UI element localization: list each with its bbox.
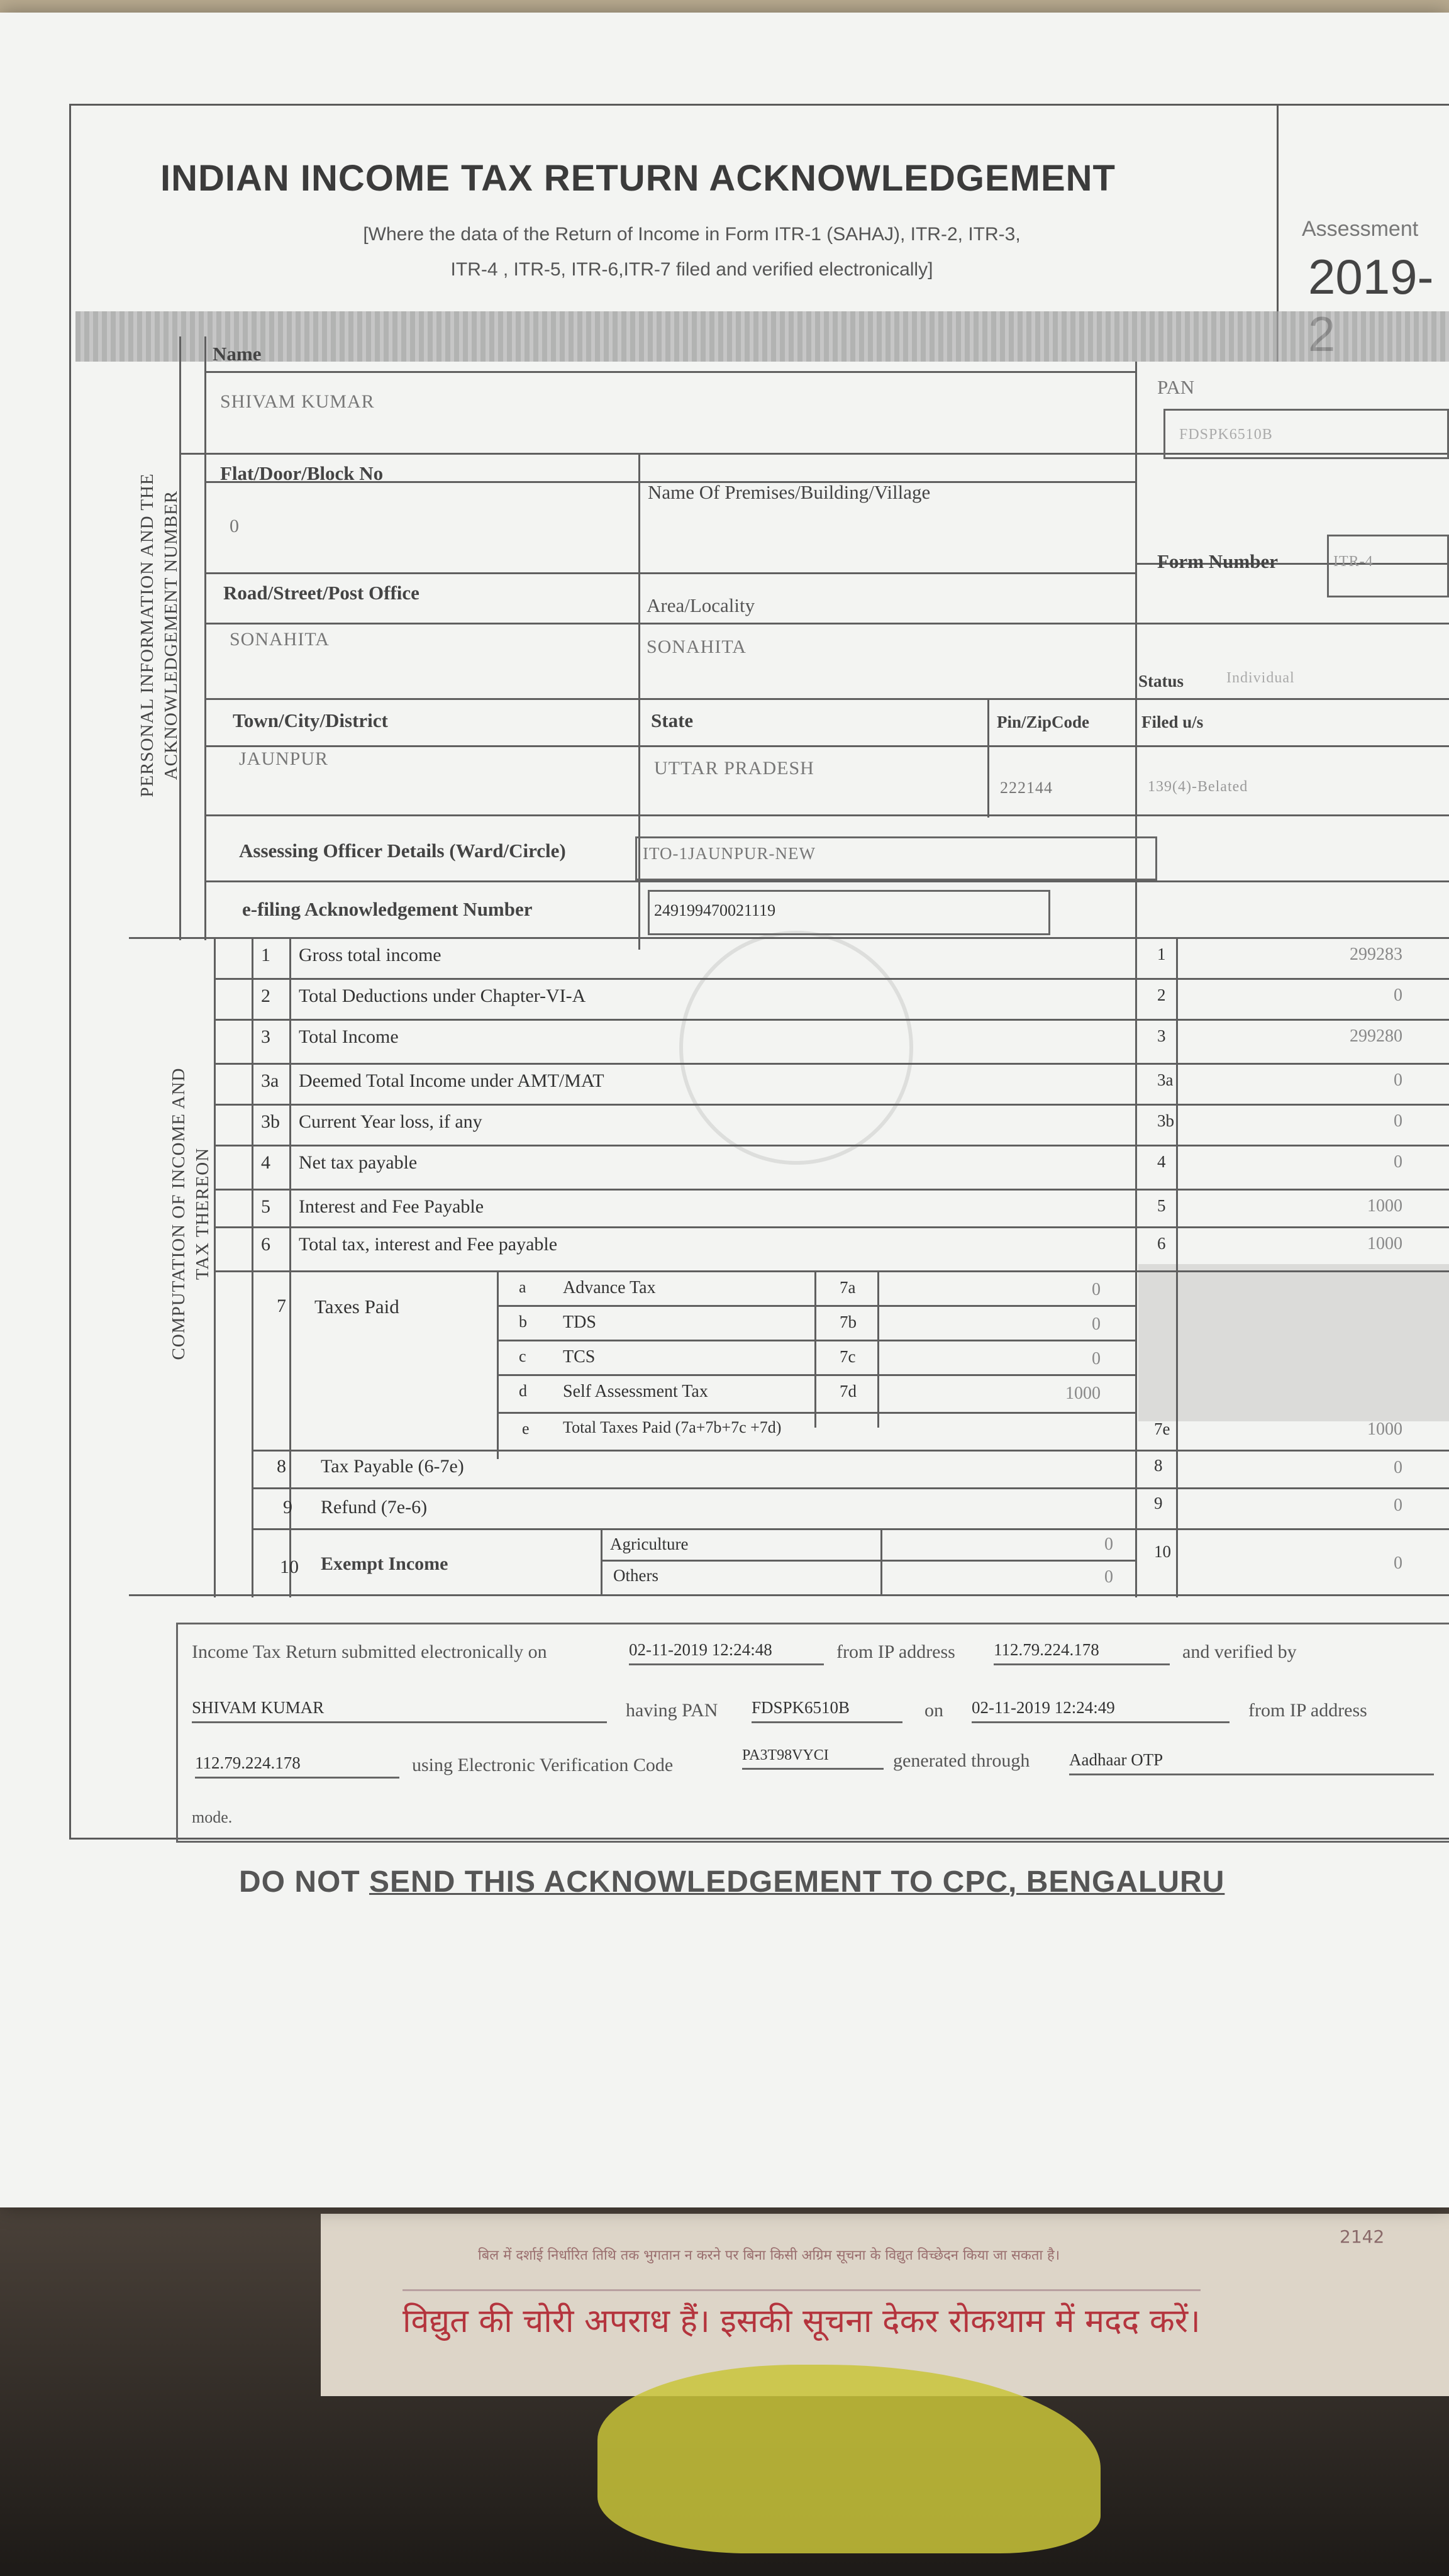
- personal-section-label: PERSONAL INFORMATION AND THE ACKNOWLEDGEMENT NUMBER: [137, 473, 181, 797]
- status-label: Status: [1138, 672, 1184, 691]
- state-value: UTTAR PRADESH: [654, 758, 814, 779]
- agriculture-label: Agriculture: [610, 1535, 689, 1553]
- verification-text-6: from IP address: [1248, 1700, 1367, 1721]
- taxes-paid-number: 7: [277, 1296, 286, 1316]
- bill-notice-large: विद्युत की चोरी अपराध हैं। इसकी सूचना देकर रोकथाम में मदद करें।: [402, 2289, 1201, 2342]
- row-10-number: 10: [280, 1557, 299, 1577]
- pin-label: Pin/ZipCode: [997, 713, 1090, 731]
- computation-row-label: Total Deductions under Chapter-VI-A: [299, 985, 586, 1006]
- row-line: [214, 1019, 1449, 1021]
- computation-row-number: 6: [261, 1234, 270, 1255]
- row-line: [214, 1189, 1449, 1191]
- computation-row-number: 2: [261, 985, 270, 1006]
- row-8-number: 8: [277, 1456, 286, 1477]
- computation-row-ref: 3: [1157, 1026, 1166, 1045]
- agriculture-amount: 0: [1104, 1535, 1113, 1554]
- row-line: [204, 880, 1449, 882]
- total-taxes-amount: 1000: [1367, 1419, 1402, 1439]
- computation-row-label: Net tax payable: [299, 1152, 418, 1173]
- row-10-amount: 0: [1394, 1553, 1402, 1573]
- road-value: SONAHITA: [230, 629, 330, 650]
- row-line: [214, 1063, 1449, 1065]
- row-line: [601, 1560, 1135, 1562]
- verified-ip: 112.79.224.178: [195, 1753, 399, 1779]
- area-value: SONAHITA: [647, 636, 747, 657]
- computation-row-number: 3b: [261, 1111, 280, 1132]
- row-line: [214, 1226, 1449, 1228]
- column-line: [877, 1270, 879, 1428]
- computation-row-label: Gross total income: [299, 945, 441, 965]
- assessment-year-label: Assessment: [1302, 217, 1419, 241]
- computation-row-number: 1: [261, 945, 270, 965]
- computation-row-label: Total Income: [299, 1026, 399, 1047]
- ack-number-value: 249199470021119: [654, 901, 776, 919]
- taxes-paid-item-ref: 7d: [840, 1382, 857, 1401]
- row-line: [214, 937, 1449, 939]
- taxes-paid-label: Taxes Paid: [314, 1296, 399, 1318]
- taxes-paid-item-amount: 0: [1092, 1280, 1101, 1299]
- row-9-number: 9: [283, 1497, 292, 1518]
- computation-row-number: 3: [261, 1026, 270, 1047]
- town-value: JAUNPUR: [239, 748, 329, 769]
- computation-row-amount: 299283: [1350, 945, 1402, 964]
- computation-row-label: Total tax, interest and Fee payable: [299, 1234, 558, 1255]
- form-subtitle: [220, 217, 1163, 287]
- flat-value: 0: [230, 516, 240, 536]
- computation-section-label: COMPUTATION OF INCOME AND TAX THEREON: [169, 1067, 213, 1360]
- computation-row-amount: 0: [1394, 1111, 1402, 1131]
- row-line: [204, 814, 1449, 816]
- computation-row-ref: 3a: [1157, 1070, 1174, 1089]
- computation-row-amount: 0: [1394, 1070, 1402, 1090]
- column-line: [1135, 937, 1137, 1597]
- row-line: [252, 1450, 1449, 1452]
- row-9-amount: 0: [1394, 1496, 1402, 1515]
- total-taxes-ref: 7e: [1154, 1419, 1170, 1438]
- flat-label: Flat/Door/Block No: [220, 462, 384, 484]
- row-line: [204, 698, 1449, 700]
- form-number-value: ITR-4: [1333, 553, 1374, 570]
- row-line: [497, 1412, 1135, 1414]
- computation-row-number: 4: [261, 1152, 270, 1173]
- taxes-paid-item-label: TDS: [563, 1313, 596, 1332]
- name-value: SHIVAM KUMAR: [220, 391, 375, 412]
- evc-code: PA3T98VYCI: [742, 1747, 884, 1770]
- total-taxes-label: Total Taxes Paid (7a+7b+7c +7d): [563, 1418, 782, 1436]
- computation-row-ref: 1: [1157, 945, 1166, 963]
- taxes-paid-item-sub: b: [519, 1313, 527, 1331]
- computation-row-label: Deemed Total Income under AMT/MAT: [299, 1070, 604, 1091]
- ack-number-label: e-filing Acknowledgement Number: [242, 898, 533, 920]
- column-line: [497, 1270, 499, 1459]
- row-line: [204, 745, 1449, 747]
- column-line: [252, 937, 253, 1597]
- row-8-amount: 0: [1394, 1458, 1402, 1477]
- computation-row-amount: 0: [1394, 1152, 1402, 1172]
- verification-text-5: on: [924, 1700, 943, 1721]
- computation-row-number: 5: [261, 1196, 270, 1217]
- bill-number: 2142: [1340, 2226, 1385, 2247]
- taxes-paid-item-ref: 7a: [840, 1278, 856, 1297]
- verification-text-3: and verified by: [1182, 1641, 1297, 1662]
- taxes-paid-item-amount: 0: [1092, 1349, 1101, 1368]
- computation-row-ref: 3b: [1157, 1111, 1174, 1130]
- verification-text-1: Income Tax Return submitted electronically on: [192, 1641, 547, 1662]
- taxes-paid-item-amount: 1000: [1065, 1384, 1101, 1403]
- column-line: [814, 1270, 816, 1428]
- column-line: [1135, 362, 1137, 991]
- assessment-year-value: 2019-: [1308, 249, 1434, 304]
- taxes-paid-item-label: Self Assessment Tax: [563, 1382, 708, 1401]
- submitted-timestamp: 02-11-2019 12:24:48: [629, 1640, 824, 1665]
- assessing-officer-value: ITO-1JAUNPUR-NEW: [643, 844, 816, 863]
- state-label: State: [651, 709, 694, 731]
- computation-row-ref: 5: [1157, 1196, 1166, 1215]
- computation-row-amount: 1000: [1367, 1234, 1402, 1253]
- filed-label: Filed u/s: [1141, 713, 1204, 731]
- cpc-notice: DO NOT SEND THIS ACKNOWLEDGEMENT TO CPC, BENGALURU: [239, 1865, 1225, 1899]
- row-10-label: Exempt Income: [321, 1553, 448, 1574]
- computation-row-amount: 299280: [1350, 1026, 1402, 1046]
- verification-text-2: from IP address: [836, 1641, 955, 1662]
- bill-notice-small: बिल में दर्शाई निर्धारित तिथि तक भुगतान न करने पर बिना किसी अग्रिम सूचना के विद्युत विच्छेदन किया जा सकता है।: [478, 2248, 1060, 2263]
- taxes-paid-item-ref: 7c: [840, 1347, 856, 1366]
- verified-timestamp: 02-11-2019 12:24:49: [972, 1698, 1230, 1723]
- taxes-paid-item-ref: 7b: [840, 1313, 857, 1331]
- computation-row-ref: 6: [1157, 1234, 1166, 1253]
- others-amount: 0: [1104, 1567, 1113, 1587]
- filed-value: 139(4)-Belated: [1148, 779, 1248, 795]
- row-line: [252, 1487, 1449, 1489]
- taxes-paid-item-label: TCS: [563, 1347, 596, 1367]
- row-line: [497, 1374, 1135, 1376]
- section-divider: [204, 336, 206, 940]
- computation-row-number: 3a: [261, 1070, 279, 1091]
- row-line: [497, 1340, 1135, 1341]
- header-divider-band: [75, 311, 1449, 362]
- row-line: [129, 1594, 1449, 1596]
- submitted-ip: 112.79.224.178: [994, 1640, 1170, 1665]
- row-line: [214, 978, 1449, 980]
- row-8-ref: 8: [1154, 1456, 1163, 1475]
- taxes-paid-item-sub: c: [519, 1347, 526, 1365]
- taxes-paid-item-sub: a: [519, 1278, 526, 1296]
- computation-row-ref: 2: [1157, 985, 1166, 1004]
- premises-label: Name Of Premises/Building/Village: [648, 481, 931, 503]
- status-value: Individual: [1226, 670, 1295, 686]
- verified-pan: FDSPK6510B: [752, 1698, 902, 1723]
- row-line: [214, 1270, 1449, 1272]
- computation-row-label: Interest and Fee Payable: [299, 1196, 484, 1217]
- others-label: Others: [613, 1566, 658, 1585]
- verification-text-7: using Electronic Verification Code: [412, 1755, 674, 1775]
- computation-row-label: Current Year loss, if any: [299, 1111, 482, 1132]
- verified-by-name: SHIVAM KUMAR: [192, 1698, 607, 1723]
- row-line: [497, 1305, 1135, 1307]
- form-title: INDIAN INCOME TAX RETURN ACKNOWLEDGEMENT: [160, 158, 1116, 199]
- pin-value: 222144: [1000, 779, 1053, 797]
- verification-method: Aadhaar OTP: [1069, 1750, 1434, 1775]
- subtitle-line-1: [Where the data of the Return of Income in Form ITR-1 (SAHAJ), ITR-2, ITR-3,: [363, 224, 1021, 245]
- row-10-ref: 10: [1154, 1542, 1171, 1561]
- subtitle-line-2: ITR-4 , ITR-5, ITR-6,ITR-7 filed and verified electronically]: [450, 259, 933, 280]
- row-line: [204, 371, 1135, 373]
- row-9-label: Refund (7e-6): [321, 1497, 428, 1518]
- watermark-seal-icon: [679, 931, 913, 1165]
- row-line: [252, 1528, 1449, 1530]
- row-line: [214, 1145, 1449, 1146]
- pan-value: FDSPK6510B: [1179, 426, 1273, 443]
- verification-text-8: generated through: [893, 1750, 1030, 1771]
- pan-label: PAN: [1157, 376, 1195, 398]
- computation-row-ref: 4: [1157, 1152, 1166, 1171]
- taxes-paid-item-sub: d: [519, 1382, 527, 1400]
- area-label: Area/Locality: [647, 594, 755, 616]
- row-9-ref: 9: [1154, 1494, 1163, 1513]
- assessing-officer-label: Assessing Officer Details (Ward/Circle): [239, 840, 566, 862]
- computation-row-amount: 1000: [1367, 1196, 1402, 1216]
- row-line: [214, 1104, 1449, 1106]
- taxes-paid-item-label: Advance Tax: [563, 1278, 656, 1297]
- row-8-label: Tax Payable (6-7e): [321, 1456, 464, 1477]
- row-line: [204, 572, 1135, 574]
- row-line: [204, 623, 1449, 625]
- name-label: Name: [213, 343, 262, 365]
- town-label: Town/City/District: [233, 709, 388, 731]
- column-line: [987, 698, 989, 818]
- verification-text-4: having PAN: [626, 1700, 718, 1721]
- verification-text-9: mode.: [192, 1808, 233, 1826]
- form-number-label: Form Number: [1157, 550, 1278, 572]
- shaded-cell: [1138, 1264, 1449, 1421]
- road-label: Road/Street/Post Office: [223, 582, 419, 604]
- column-line: [1176, 937, 1178, 1597]
- computation-row-amount: 0: [1394, 985, 1402, 1005]
- total-taxes-sub: e: [522, 1419, 530, 1438]
- taxes-paid-item-amount: 0: [1092, 1314, 1101, 1334]
